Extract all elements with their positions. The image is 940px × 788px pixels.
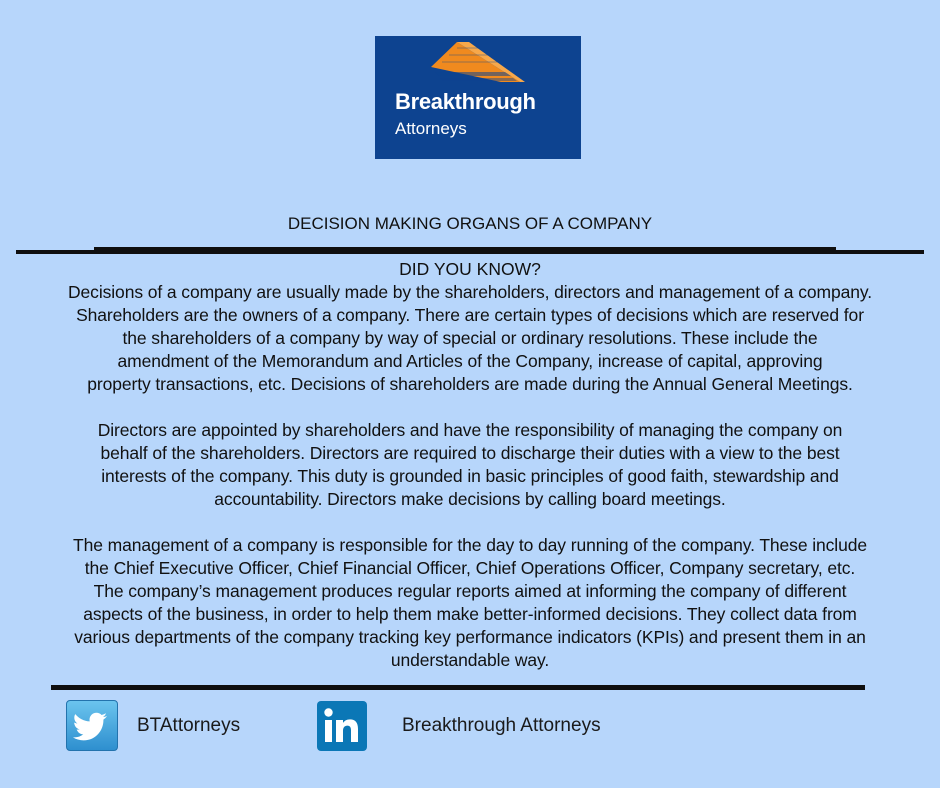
divider-top xyxy=(16,250,924,254)
linkedin-page-name[interactable]: Breakthrough Attorneys xyxy=(402,715,601,736)
divider-bottom xyxy=(51,685,865,690)
page-title: DECISION MAKING ORGANS OF A COMPANY xyxy=(287,214,653,233)
did-you-know-label: DID YOU KNOW? xyxy=(399,259,541,279)
company-logo xyxy=(375,36,581,159)
paragraph-management: The management of a company is responsible for the day to day running of the company. These include the Chief Executive Officer, Chief Financial Officer, Chief Operations Officer, Company secretary, etc. The company’s management produces regular reports aimed at informing the company of different aspects of the business, in order to help them make better-informed decisions. They collect data from various departments of the company tracking key performance indicators (KPIs) and present them in an understandable way. xyxy=(73,535,867,670)
linkedin-icon[interactable] xyxy=(317,701,367,751)
twitter-handle[interactable]: BTAttorneys xyxy=(137,715,241,736)
logo-subtitle: Attorneys xyxy=(395,119,467,138)
logo-name: Breakthrough xyxy=(395,89,536,114)
twitter-bird-icon[interactable] xyxy=(66,700,118,751)
paragraph-directors: Directors are appointed by shareholders and have the responsibility of managing the company on behalf of the shareholders. Directors are required to discharge their duties with a view to the best interests of the company. This duty is grounded in basic principles of good faith, stewardship and accountability. Directors make decisions by calling board meetings. xyxy=(97,420,843,509)
paragraph-shareholders: Decisions of a company are usually made by the shareholders, directors and management of a company. Shareholders are the owners of a company. There are certain types of decisions which are reserved for the shareholders of a company by way of special or ordinary resolutions. These include the amendment of the Memorandum and Articles of the Company, increase of capital, approving property transactions, etc. Decisions of shareholders are made during the Annual General Meetings. xyxy=(68,282,872,394)
article-body xyxy=(0,281,940,695)
